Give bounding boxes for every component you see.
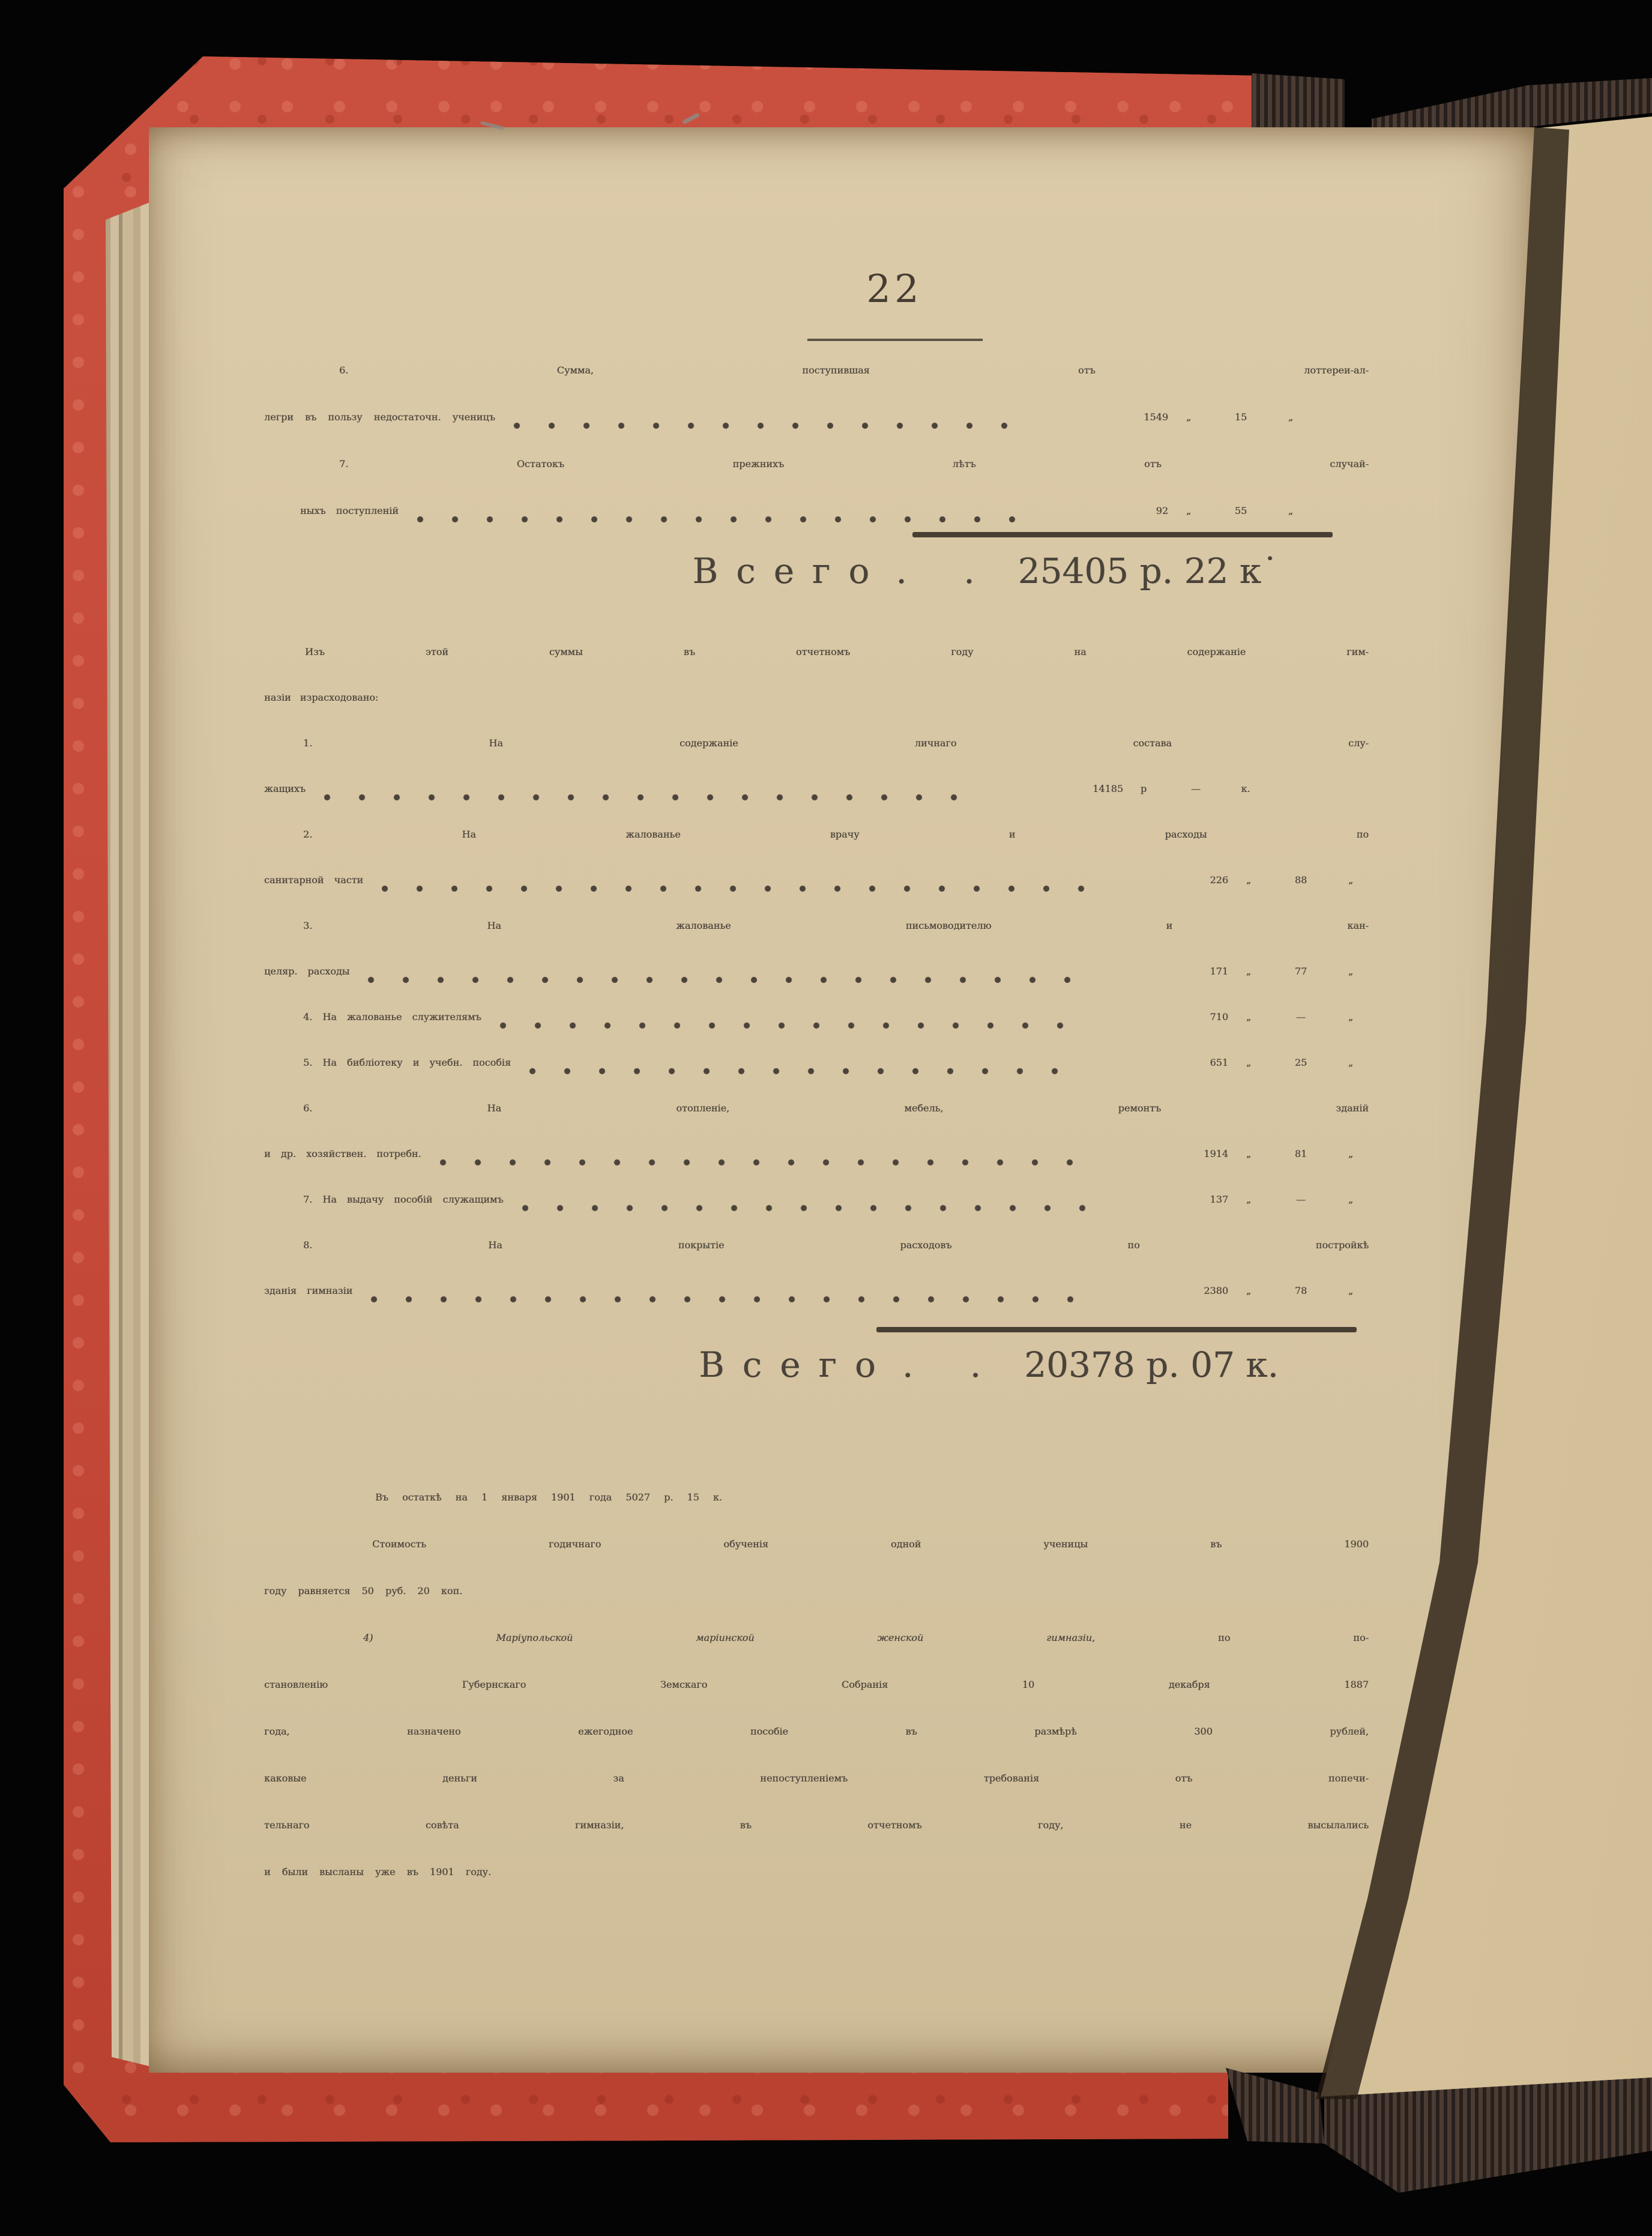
amount-separator: „ <box>1246 1011 1252 1023</box>
amount-kopecks: 77 <box>1294 965 1307 977</box>
line-text: года, назначено ежегодное пособіе въ размѣрѣ 300 рублей, <box>264 1726 1369 1737</box>
total-dots: . . <box>902 1344 1004 1385</box>
amount-roubles: 710 <box>1210 1011 1228 1023</box>
amount-kopecks: 25 <box>1294 1057 1307 1068</box>
amount <box>1101 1040 1369 1086</box>
dot-leader <box>439 1131 1085 1177</box>
amount-kopecks: 55 <box>1234 505 1247 516</box>
expenses-intro-block <box>264 629 1369 721</box>
amount <box>1041 394 1309 441</box>
amount-separator: „ <box>1246 1194 1252 1205</box>
amount-separator: „ <box>1186 411 1192 423</box>
line-text: 4. На жалованье служителямъ <box>303 1011 481 1023</box>
amount-roubles: 14185 <box>1093 783 1123 794</box>
text-line <box>264 1086 1369 1131</box>
amount-roubles: 137 <box>1210 1194 1228 1205</box>
page-number: 22 <box>866 267 923 312</box>
amount-separator: „ <box>1348 1057 1354 1068</box>
text-line <box>264 1131 1369 1177</box>
amount-roubles: 226 <box>1210 874 1228 886</box>
line-text: зданія гимназіи <box>264 1285 353 1296</box>
amount-kopecks: — <box>1296 1011 1306 1023</box>
line-text: ныхъ поступленій <box>300 505 399 516</box>
page-number-rule <box>807 339 983 341</box>
amount-separator: „ <box>1246 1057 1252 1068</box>
text-line <box>264 1521 1369 1568</box>
line-text: Въ остаткѣ на 1 января 1901 года 5027 р. 15 к. <box>375 1491 722 1503</box>
line-text: жащихъ <box>264 783 306 794</box>
amount-separator: „ <box>1186 505 1192 516</box>
amount-kopecks: 81 <box>1294 1148 1307 1159</box>
text-line <box>264 1040 1369 1086</box>
dot-leader <box>529 1040 1085 1086</box>
line-text-italic: 4) Маріупольской маріинской женской гимназіи <box>363 1632 1093 1643</box>
amount-roubles: 1549 <box>1144 411 1168 423</box>
text-line <box>264 488 1369 534</box>
line-text: и были высланы уже въ 1901 году. <box>264 1866 492 1878</box>
text-line <box>264 1474 1369 1521</box>
line-text: Стоимость годичнаго обученія одной ученицы въ 1900 <box>372 1538 1369 1550</box>
line-text: каковые деньги за непоступленіемъ требованія отъ попечи- <box>264 1772 1369 1784</box>
amount-separator: „ <box>1288 411 1294 423</box>
closing-paragraphs-block <box>264 1474 1369 1896</box>
amount-kopecks: — <box>1191 783 1201 794</box>
sum-rule-income <box>912 532 1333 537</box>
amount-roubles: 92 <box>1156 505 1168 516</box>
amount-kopecks: 78 <box>1294 1285 1307 1296</box>
amount <box>1101 994 1369 1040</box>
line-text: 7. На выдачу пособій служащимъ <box>303 1194 504 1205</box>
amount <box>996 766 1264 812</box>
line-text: 2. На жалованье врачу и расходы по <box>303 829 1369 840</box>
amount-separator: „ <box>1348 874 1354 886</box>
dot-leader <box>522 1177 1086 1222</box>
income-items-block <box>264 347 1369 534</box>
text-line <box>264 441 1369 488</box>
line-text: легри въ пользу недостаточн. ученицъ <box>264 411 495 423</box>
amount-roubles: 651 <box>1210 1057 1228 1068</box>
amount-separator: „ <box>1348 1194 1354 1205</box>
line-text: назіи израсходовано: <box>264 692 379 703</box>
dot-leader <box>324 766 980 812</box>
amount-kopecks: 15 <box>1234 411 1247 423</box>
page-edge-stack <box>106 202 151 2067</box>
line-text: тельнаго совѣта гимназіи, въ отчетномъ году, не высылались <box>264 1819 1369 1831</box>
line-text: санитарной части <box>264 874 364 886</box>
text-line <box>264 1222 1369 1268</box>
dot-leader <box>499 994 1085 1040</box>
text-line <box>264 629 1369 675</box>
line-text: и др. хозяйствен. потребн. <box>264 1148 421 1159</box>
amount-kopecks: — <box>1296 1194 1306 1205</box>
text-line <box>264 1708 1369 1755</box>
amount-separator: „ <box>1348 1285 1354 1296</box>
total-line-income <box>264 548 1369 594</box>
text-line <box>264 1661 1369 1708</box>
amount-separator: „ <box>1246 1148 1252 1159</box>
amount <box>1101 1268 1369 1314</box>
text-line <box>264 1755 1369 1802</box>
amount-separator: „ <box>1348 965 1354 977</box>
text-line <box>264 994 1369 1040</box>
line-text: 8. На покрытіе расходовъ по постройкѣ <box>303 1239 1369 1251</box>
text-line <box>264 721 1369 766</box>
line-text: году равняется 50 руб. 20 коп. <box>264 1585 463 1597</box>
total-dots: . . <box>896 551 998 591</box>
text-line <box>264 1177 1369 1222</box>
line-text: 6. Сумма, поступившая отъ лоттереи-ал- <box>339 364 1369 376</box>
amount-separator: „ <box>1246 1285 1252 1296</box>
amount <box>1101 1131 1369 1177</box>
text-line <box>264 394 1369 441</box>
sum-rule-expenses <box>876 1327 1357 1332</box>
total-amount: 20378 р. 07 к. <box>1024 1344 1279 1385</box>
line-text <box>363 1632 1369 1643</box>
line-text: 5. На библіотеку и учебн. пособія <box>303 1057 511 1068</box>
line-text: 7. Остатокъ прежнихъ лѣтъ отъ случай- <box>339 458 1369 470</box>
total-line-expenses <box>264 1341 1369 1388</box>
dot-leader <box>381 857 1085 903</box>
amount-roubles: 1914 <box>1204 1148 1228 1159</box>
amount <box>1101 857 1369 903</box>
dot-leader <box>367 949 1085 994</box>
amount-separator: „ <box>1246 965 1252 977</box>
line-text-roman: , по по- <box>1092 1632 1369 1643</box>
amount-separator: „ <box>1246 874 1252 886</box>
amount-kopecks: 88 <box>1294 874 1307 886</box>
line-text: становленію Губернскаго Земскаго Собранія 10 декабря 1887 <box>264 1679 1369 1690</box>
amount-separator: „ <box>1348 1011 1354 1023</box>
line-text: 3. На жалованье письмоводителю и кан- <box>303 920 1369 931</box>
book-page <box>149 127 1537 2073</box>
dot-leader <box>370 1268 1085 1314</box>
dot-leader <box>513 394 1025 441</box>
amount-roubles: 2380 <box>1204 1285 1228 1296</box>
amount-separator: к. <box>1241 783 1250 794</box>
amount <box>1101 1177 1369 1222</box>
total-label: Всего <box>692 551 888 591</box>
amount-separator: „ <box>1348 1148 1354 1159</box>
amount-separator: „ <box>1288 505 1294 516</box>
text-line <box>264 1802 1369 1849</box>
text-line <box>264 1568 1369 1615</box>
text-line <box>264 347 1369 394</box>
text-line <box>264 1615 1369 1661</box>
text-line <box>264 857 1369 903</box>
total-label: Всего <box>699 1344 894 1385</box>
text-line <box>264 903 1369 949</box>
line-text: 6. На отопленіе, мебель, ремонтъ зданій <box>303 1102 1369 1114</box>
text-line <box>264 675 1369 721</box>
amount-roubles: 171 <box>1210 965 1228 977</box>
text-line <box>264 949 1369 994</box>
amount-separator: р <box>1140 783 1147 794</box>
line-text: целяр. расходы <box>264 965 350 977</box>
text-line <box>264 1268 1369 1314</box>
text-line <box>264 766 1369 812</box>
line-text: Изъ этой суммы въ отчетномъ году на содержаніе гим- <box>305 646 1369 657</box>
amount <box>1101 949 1369 994</box>
line-text: 1. На содержаніе личнаго состава слу- <box>303 737 1369 749</box>
amount <box>1041 488 1309 534</box>
text-line <box>264 1849 1369 1896</box>
text-line <box>264 812 1369 857</box>
total-amount: 25405 р. 22 к˙ <box>1017 551 1279 591</box>
expense-items-block <box>264 721 1369 1314</box>
dot-leader <box>417 488 1025 534</box>
